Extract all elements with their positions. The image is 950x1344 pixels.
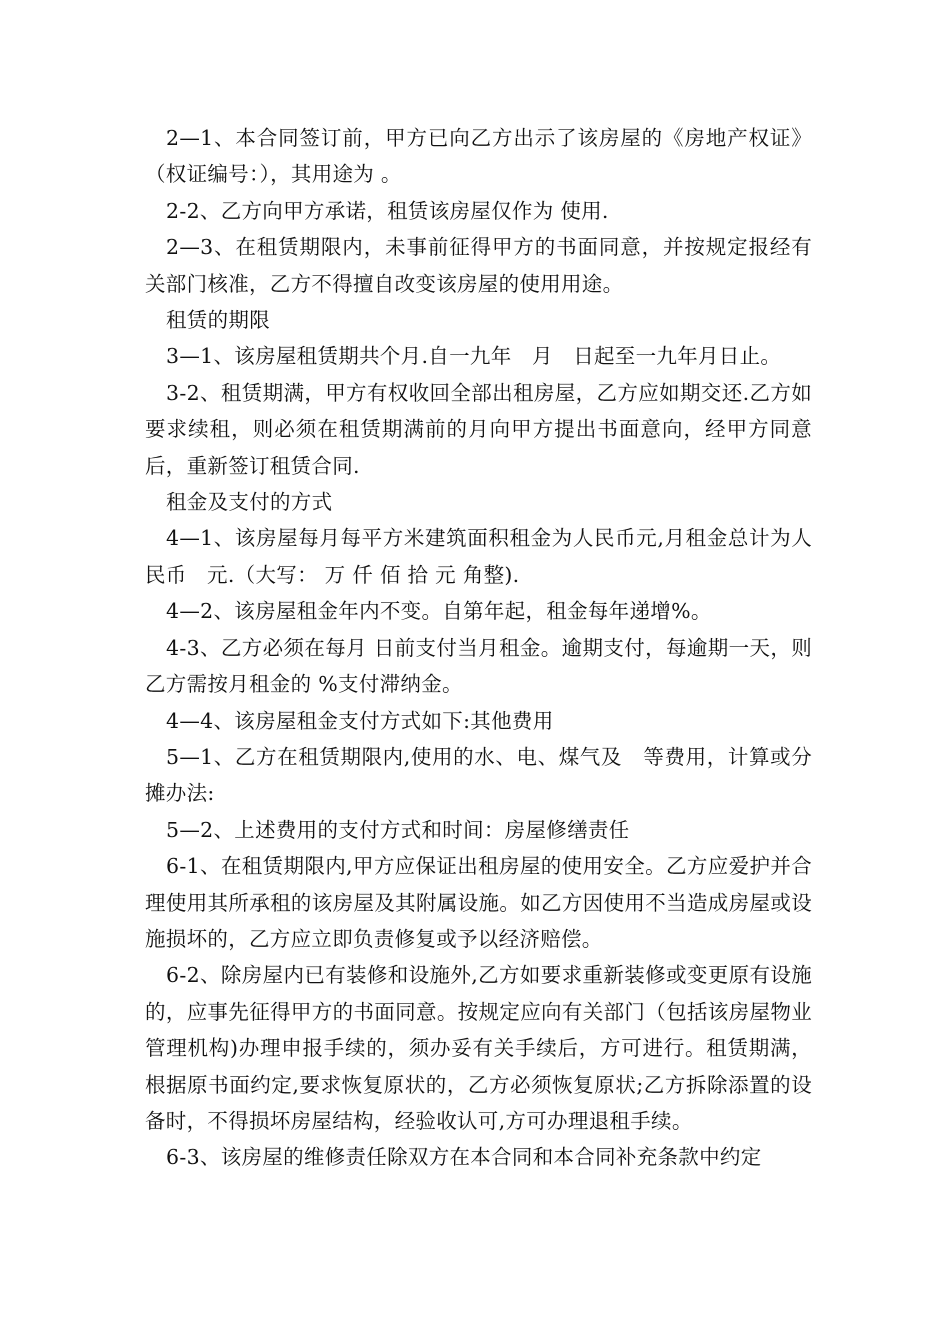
- clause-4-4: 4—4、该房屋租金支付方式如下:其他费用: [166, 708, 554, 733]
- clause-3-2: 3-2、租赁期满，甲方有权收回全部出租房屋，乙方应如期交还.乙方如要求续租，则必须在租赁期满前的月向甲方提出书面意向，经甲方同意后，重新签订租赁合同.: [145, 380, 812, 478]
- clause-2-3: 2—3、在租赁期限内，未事前征得甲方的书面同意，并按规定报经有关部门核准，乙方不得擅自改变该房屋的使用用途。: [145, 235, 812, 296]
- clause-4-2: 4—2、该房屋租金年内不变。自第年起，租金每年递增%。: [166, 599, 712, 624]
- clause-3-1: 3—1、该房屋租赁期共个月.自一九年 月 日起至一九年月日止。: [166, 344, 782, 369]
- clause-6-2: 6-2、除房屋内已有装修和设施外,乙方如要求重新装修或变更原有设施的，应事先征得甲方的书面同意。按规定应向有关部门（包括该房屋物业管理机构)办理申报手续的，须办妥有关手续后，方可进行。租赁期满，根据原书面约定,要求恢复原状的，乙方必须恢复原状;乙方拆除添置的设备时，不得损坏房屋结构，经验收认可,方可办理退租手续。: [145, 963, 812, 1133]
- clause-2-2: 2-2、乙方向甲方承诺，租赁该房屋仅作为 使用.: [166, 198, 609, 223]
- section-heading-lease-term: 租赁的期限: [166, 308, 270, 333]
- clause-5-1: 5—1、乙方在租赁期限内,使用的水、电、煤气及 等费用，计算或分摊办法:: [145, 744, 812, 806]
- clause-5-2: 5—2、上述费用的支付方式和时间：房屋修缮责任: [166, 817, 630, 842]
- clause-6-3: 6-3、该房屋的维修责任除双方在本合同和本合同补充条款中约定: [166, 1145, 762, 1170]
- clause-6-1: 6-1、在租赁期限内,甲方应保证出租房屋的使用安全。乙方应爱护并合理使用其所承租的该房屋及其附属设施。如乙方因使用不当造成房屋或设施损坏的，乙方应立即负责修复或予以经济赔偿。: [145, 854, 812, 951]
- clause-4-3: 4-3、乙方必须在每月 日前支付当月租金。逾期支付，每逾期一天，则乙方需按月租金的 %支付滞纳金。: [145, 635, 812, 697]
- clause-4-1: 4—1、该房屋每月每平方米建筑面积租金为人民币元,月租金总计为人民币 元.（大写： 万 仟 佰 拾 元 角整).: [145, 526, 812, 587]
- section-heading-rent-payment: 租金及支付的方式: [166, 490, 333, 515]
- clause-2-1: 2—1、本合同签订前，甲方已向乙方出示了该房屋的《房地产权证》（权证编号：），其用途为 。: [145, 126, 812, 187]
